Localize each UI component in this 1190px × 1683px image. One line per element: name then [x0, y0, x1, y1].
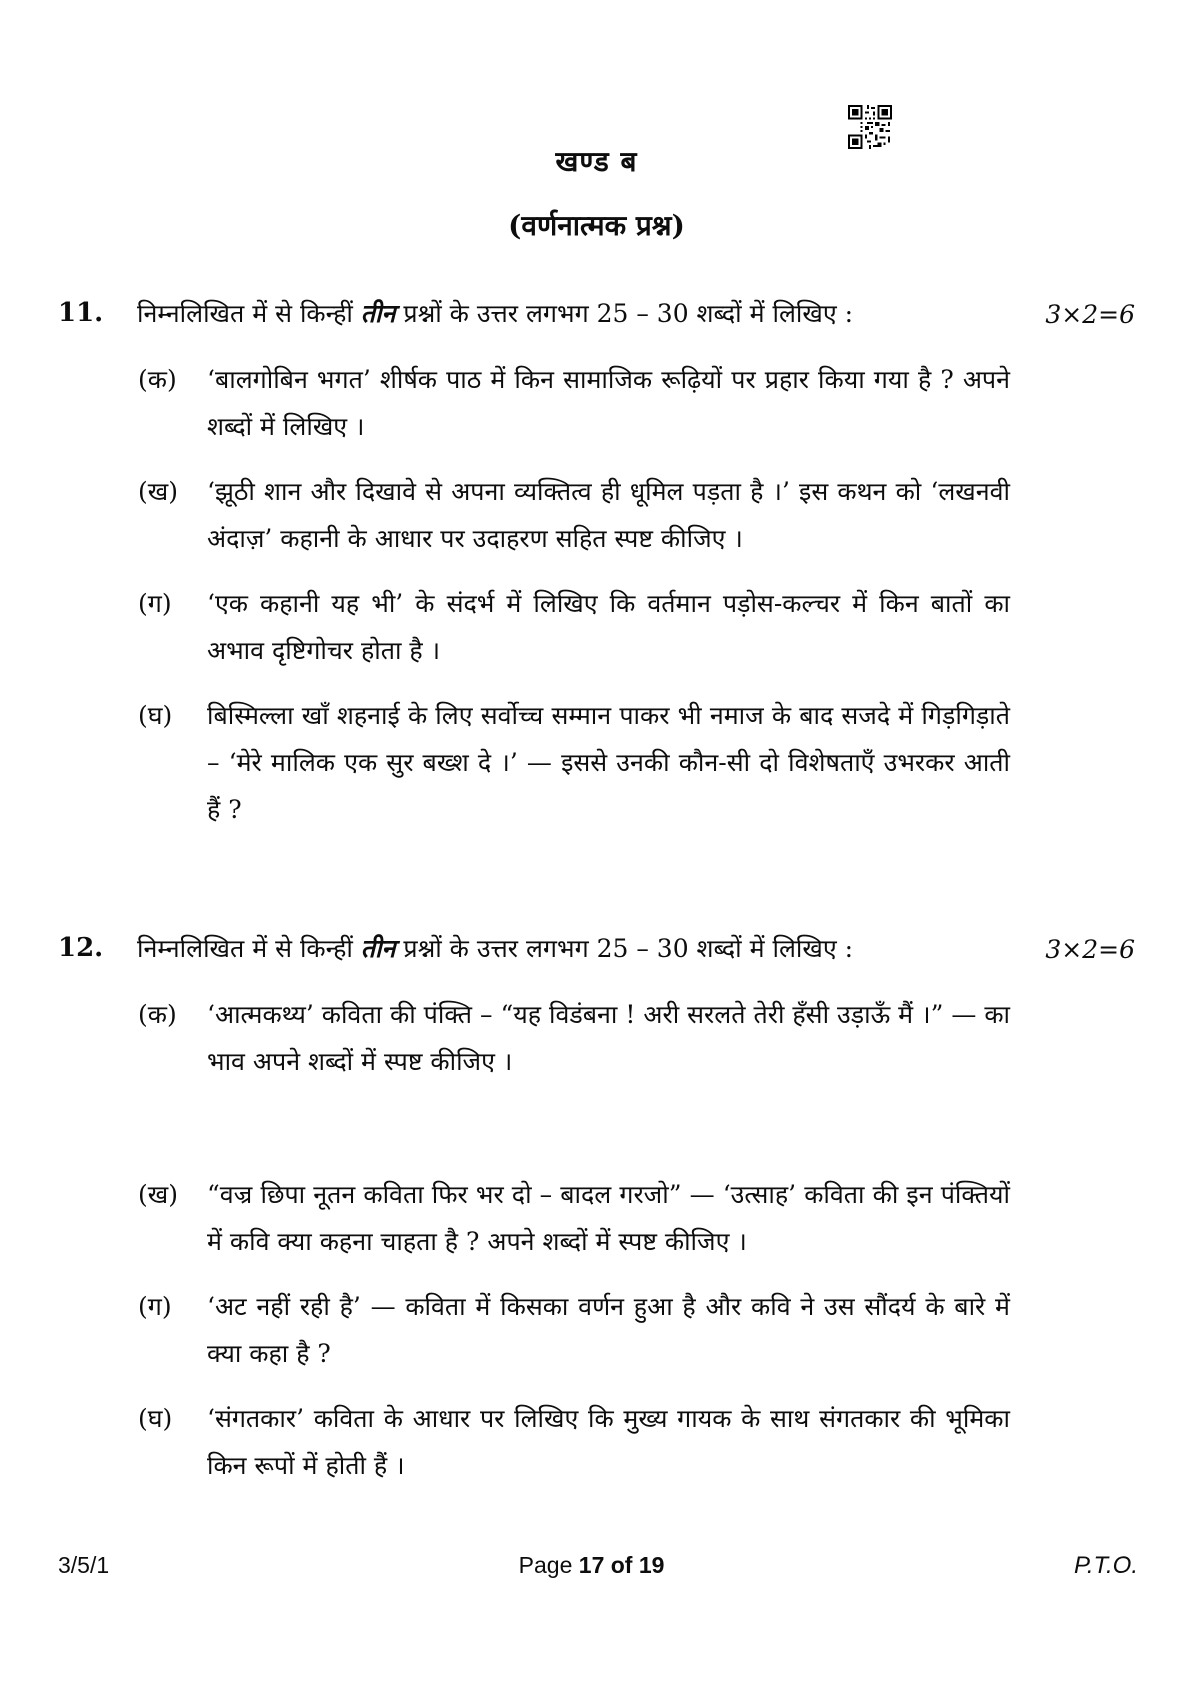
- marks-badge: 3×2=6: [1045, 300, 1135, 329]
- subquestion-text: “वज्र छिपा नूतन कविता फिर भर दो – बादल गरजो” — ‘उत्साह’ कविता की इन पंक्तियों में कवि क्या कहना चाहता है ? अपने शब्दों में स्पष्ट कीजिए ।: [207, 1180, 1010, 1256]
- page-indicator-number: 17 of 19: [578, 1552, 665, 1578]
- subquestion-12-gha: [138, 1395, 1135, 1489]
- subquestion-12-ga: [138, 1283, 1135, 1377]
- question-11-intro-row: [58, 290, 1135, 338]
- question-12: [58, 925, 1135, 1489]
- question-number: 12.: [58, 933, 104, 963]
- question-intro: [137, 925, 967, 972]
- question-intro-prefix: निम्नलिखित में से किन्हीं: [137, 299, 361, 328]
- question-intro-emphasis: तीन: [360, 934, 396, 963]
- subquestion-label: (घ): [138, 701, 173, 730]
- question-intro-prefix: निम्नलिखित में से किन्हीं: [137, 934, 361, 963]
- subquestion-label: (ख): [138, 1180, 178, 1209]
- page-indicator: [109, 1552, 1074, 1579]
- subquestion-text: ‘आत्मकथ्य’ कविता की पंक्ति – “यह विडंबना ! अरी सरलते तेरी हँसी उड़ाऊँ मैं ।” — का भाव अपने शब्दों में स्पष्ट कीजिए ।: [207, 1000, 1010, 1076]
- subquestion-text: ‘संगतकार’ कविता के आधार पर लिखिए कि मुख्य गायक के साथ संगतकार की भूमिका किन रूपों में होती हैं ।: [207, 1404, 1010, 1480]
- subquestion-text: ‘अट नहीं रही है’ — कविता में किसका वर्णन हुआ है और कवि ने उस सौंदर्य के बारे में क्या कहा है ?: [207, 1292, 1010, 1368]
- question-intro-suffix: प्रश्नों के उत्तर लगभग 25 – 30 शब्दों में लिखिए :: [395, 934, 854, 963]
- qr-code-icon: [848, 104, 892, 150]
- pto-label: P.T.O.: [1073, 1552, 1138, 1579]
- subquestion-11-kha: [138, 468, 1135, 562]
- subquestion-label: (ग): [138, 1292, 172, 1321]
- section-subtitle: (वर्णनात्मक प्रश्न): [508, 209, 685, 242]
- subquestion-12-kha: [138, 1171, 1135, 1265]
- subquestion-label: (ग): [138, 589, 172, 618]
- subquestion-label: (ख): [138, 477, 178, 506]
- subquestion-12-ka: [138, 991, 1135, 1085]
- subquestion-label: (क): [138, 1000, 177, 1029]
- question-11: [58, 290, 1135, 833]
- marks-badge: 3×2=6: [1045, 935, 1135, 964]
- subquestion-text: ‘बालगोबिन भगत’ शीर्षक पाठ में किन सामाजिक रूढ़ियों पर प्रहार किया गया है ? अपने शब्दों में लिखिए ।: [207, 365, 1010, 441]
- paper-code: 3/5/1: [58, 1552, 110, 1578]
- subquestion-label: (घ): [138, 1404, 173, 1433]
- question-number: 11.: [58, 298, 104, 328]
- page-indicator-prefix: Page: [518, 1552, 579, 1578]
- question-intro-emphasis: तीन: [360, 299, 396, 328]
- subquestion-11-ga: [138, 580, 1135, 674]
- subquestion-11-ka: [138, 356, 1135, 450]
- page-footer: [58, 1552, 1138, 1580]
- question-intro-suffix: प्रश्नों के उत्तर लगभग 25 – 30 शब्दों में लिखिए :: [395, 299, 854, 328]
- subquestion-11-gha: [138, 692, 1135, 833]
- subquestion-text: बिस्मिल्ला खाँ शहनाई के लिए सर्वोच्च सम्मान पाकर भी नमाज के बाद सजदे में गिड़गिड़ाते – ‘मेरे मालिक एक सुर बख्श दे ।’ — इससे उनकी कौन-सी दो विशेषताएँ उभरकर आती हैं ?: [207, 701, 1010, 824]
- section-title: खण्ड ब: [555, 145, 638, 178]
- question-12-intro-row: [58, 925, 1135, 973]
- subquestion-text: ‘झूठी शान और दिखावे से अपना व्यक्तित्व ही धूमिल पड़ता है ।’ इस कथन को ‘लखनवी अंदाज़’ कहानी के आधार पर उदाहरण सहित स्पष्ट कीजिए ।: [207, 477, 1010, 553]
- subquestion-label: (क): [138, 365, 177, 394]
- subquestion-text: ‘एक कहानी यह भी’ के संदर्भ में लिखिए कि वर्तमान पड़ोस-कल्चर में किन बातों का अभाव दृष्टिगोचर होता है ।: [207, 589, 1010, 665]
- question-intro: [137, 290, 967, 337]
